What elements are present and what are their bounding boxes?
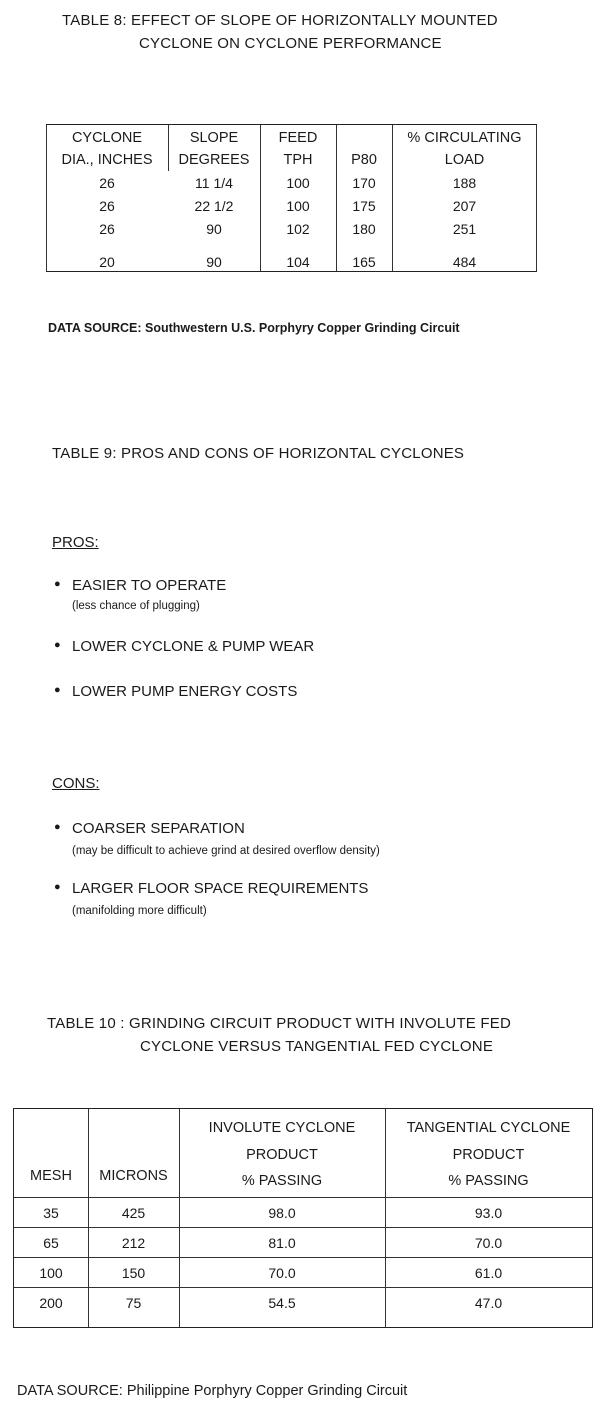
cons-heading: CONS:: [52, 775, 100, 792]
table10-title-line2: CYCLONE VERSUS TANGENTIAL FED CYCLONE: [140, 1038, 494, 1055]
cons-item-1: ● COARSER SEPARATION: [54, 820, 245, 837]
table9-title: TABLE 9: PROS AND CONS OF HORIZONTAL CYCLONES: [52, 445, 465, 462]
table8-cell: 180: [352, 220, 376, 237]
table10-cell: 75: [88, 1288, 179, 1318]
bullet-icon: ●: [54, 578, 61, 590]
table10-header-involute: INVOLUTE CYCLONE PRODUCT % PASSING: [208, 1120, 356, 1189]
table8-frame: [46, 124, 537, 272]
pros-item-1-note: (less chance of plugging): [72, 600, 200, 612]
table8-cell: 22 1/2: [194, 197, 234, 214]
table10-row: [14, 1198, 592, 1228]
table10-data-source: DATA SOURCE: Philippine Porphyry Copper Grinding Circuit: [17, 1383, 408, 1399]
table8-title-line1: TABLE 8: EFFECT OF SLOPE OF HORIZONTALLY MOUNTED: [62, 12, 498, 29]
bullet-icon: ●: [54, 639, 61, 651]
table10-header-mesh: MESH: [30, 1168, 72, 1184]
table8-header-feed: FEED TPH: [278, 130, 318, 168]
cons-item-1-note: (may be difficult to achieve grind at desired overflow density): [72, 845, 380, 857]
table8-data-source: DATA SOURCE: Southwestern U.S. Porphyry Copper Grinding Circuit: [48, 321, 460, 335]
table8-cell: 100: [286, 197, 310, 214]
table8-header-slope: SLOPE DEGREES: [178, 130, 250, 168]
table8-cell: 175: [352, 197, 376, 214]
table8-row: [46, 194, 537, 217]
table8-cell: 26: [99, 197, 115, 214]
table8-cell: 484: [452, 254, 477, 270]
bullet-icon: ●: [54, 684, 61, 696]
table8-cell: 188: [452, 174, 477, 191]
table10-cell: 200: [14, 1288, 88, 1318]
table10-title-line1: TABLE 10 : GRINDING CIRCUIT PRODUCT WITH INVOLUTE FED: [47, 1015, 511, 1032]
table10-cell: 425: [88, 1198, 179, 1228]
table8-cell: 104: [286, 254, 310, 270]
table10-cell: 35: [14, 1198, 88, 1228]
table10-row: [14, 1228, 592, 1258]
table10-cell: 93.0: [385, 1198, 592, 1228]
table10-cell: 70.0: [385, 1228, 592, 1258]
table8-cell: 251: [452, 220, 477, 237]
table10-cell: 81.0: [179, 1228, 385, 1258]
table8-cell: 90: [206, 220, 222, 237]
table10-cell: 212: [88, 1228, 179, 1258]
cons-item-2-note: (manifolding more difficult): [72, 905, 207, 917]
table8-cell: 20: [99, 254, 115, 270]
table8-cell: 90: [206, 254, 222, 270]
table8-row: [46, 240, 537, 272]
table8-cell: 165: [352, 254, 376, 270]
table10-body: [14, 1197, 592, 1317]
table10-row: [14, 1288, 592, 1318]
table10-header-tangential: TANGENTIAL CYCLONE PRODUCT % PASSING: [406, 1120, 571, 1189]
table8-header-p80: P80: [351, 152, 377, 168]
table10-cell: 54.5: [179, 1288, 385, 1318]
table8-title-line2: CYCLONE ON CYCLONE PERFORMANCE: [139, 35, 442, 52]
table10-cell: 70.0: [179, 1258, 385, 1288]
table8-row: [46, 171, 537, 194]
table10-cell: 100: [14, 1258, 88, 1288]
bullet-icon: ●: [54, 821, 61, 833]
cons-item-2: ● LARGER FLOOR SPACE REQUIREMENTS: [54, 880, 369, 897]
pros-heading: PROS:: [52, 534, 99, 551]
table10-cell: 61.0: [385, 1258, 592, 1288]
table10-cell: 98.0: [179, 1198, 385, 1228]
table8-header-circulating: % CIRCULATING LOAD: [407, 130, 522, 168]
table8-row: [46, 217, 537, 240]
table10-header-microns: MICRONS: [99, 1168, 168, 1184]
table8-cell: 170: [352, 174, 376, 191]
pros-item-3: ● LOWER PUMP ENERGY COSTS: [54, 683, 298, 700]
table10-cell: 47.0: [385, 1288, 592, 1318]
table10-cell: 65: [14, 1228, 88, 1258]
bullet-icon: ●: [54, 881, 61, 893]
table10-row: [14, 1258, 592, 1288]
table8-cell: 26: [99, 174, 115, 191]
table8-cell: 207: [452, 197, 477, 214]
table8-cell: 102: [286, 220, 310, 237]
pros-item-2: ● LOWER CYCLONE & PUMP WEAR: [54, 638, 315, 655]
table8-cell: 26: [99, 220, 115, 237]
pros-item-1: ● EASIER TO OPERATE: [54, 577, 227, 594]
table10-cell: 150: [88, 1258, 179, 1288]
table8-cell: 100: [286, 174, 310, 191]
table10-frame: [13, 1108, 593, 1328]
table8-cell: 11 1/4: [195, 174, 233, 191]
table8-body: [46, 171, 537, 272]
table8-header-cyclone: CYCLONE DIA., INCHES: [61, 130, 153, 168]
